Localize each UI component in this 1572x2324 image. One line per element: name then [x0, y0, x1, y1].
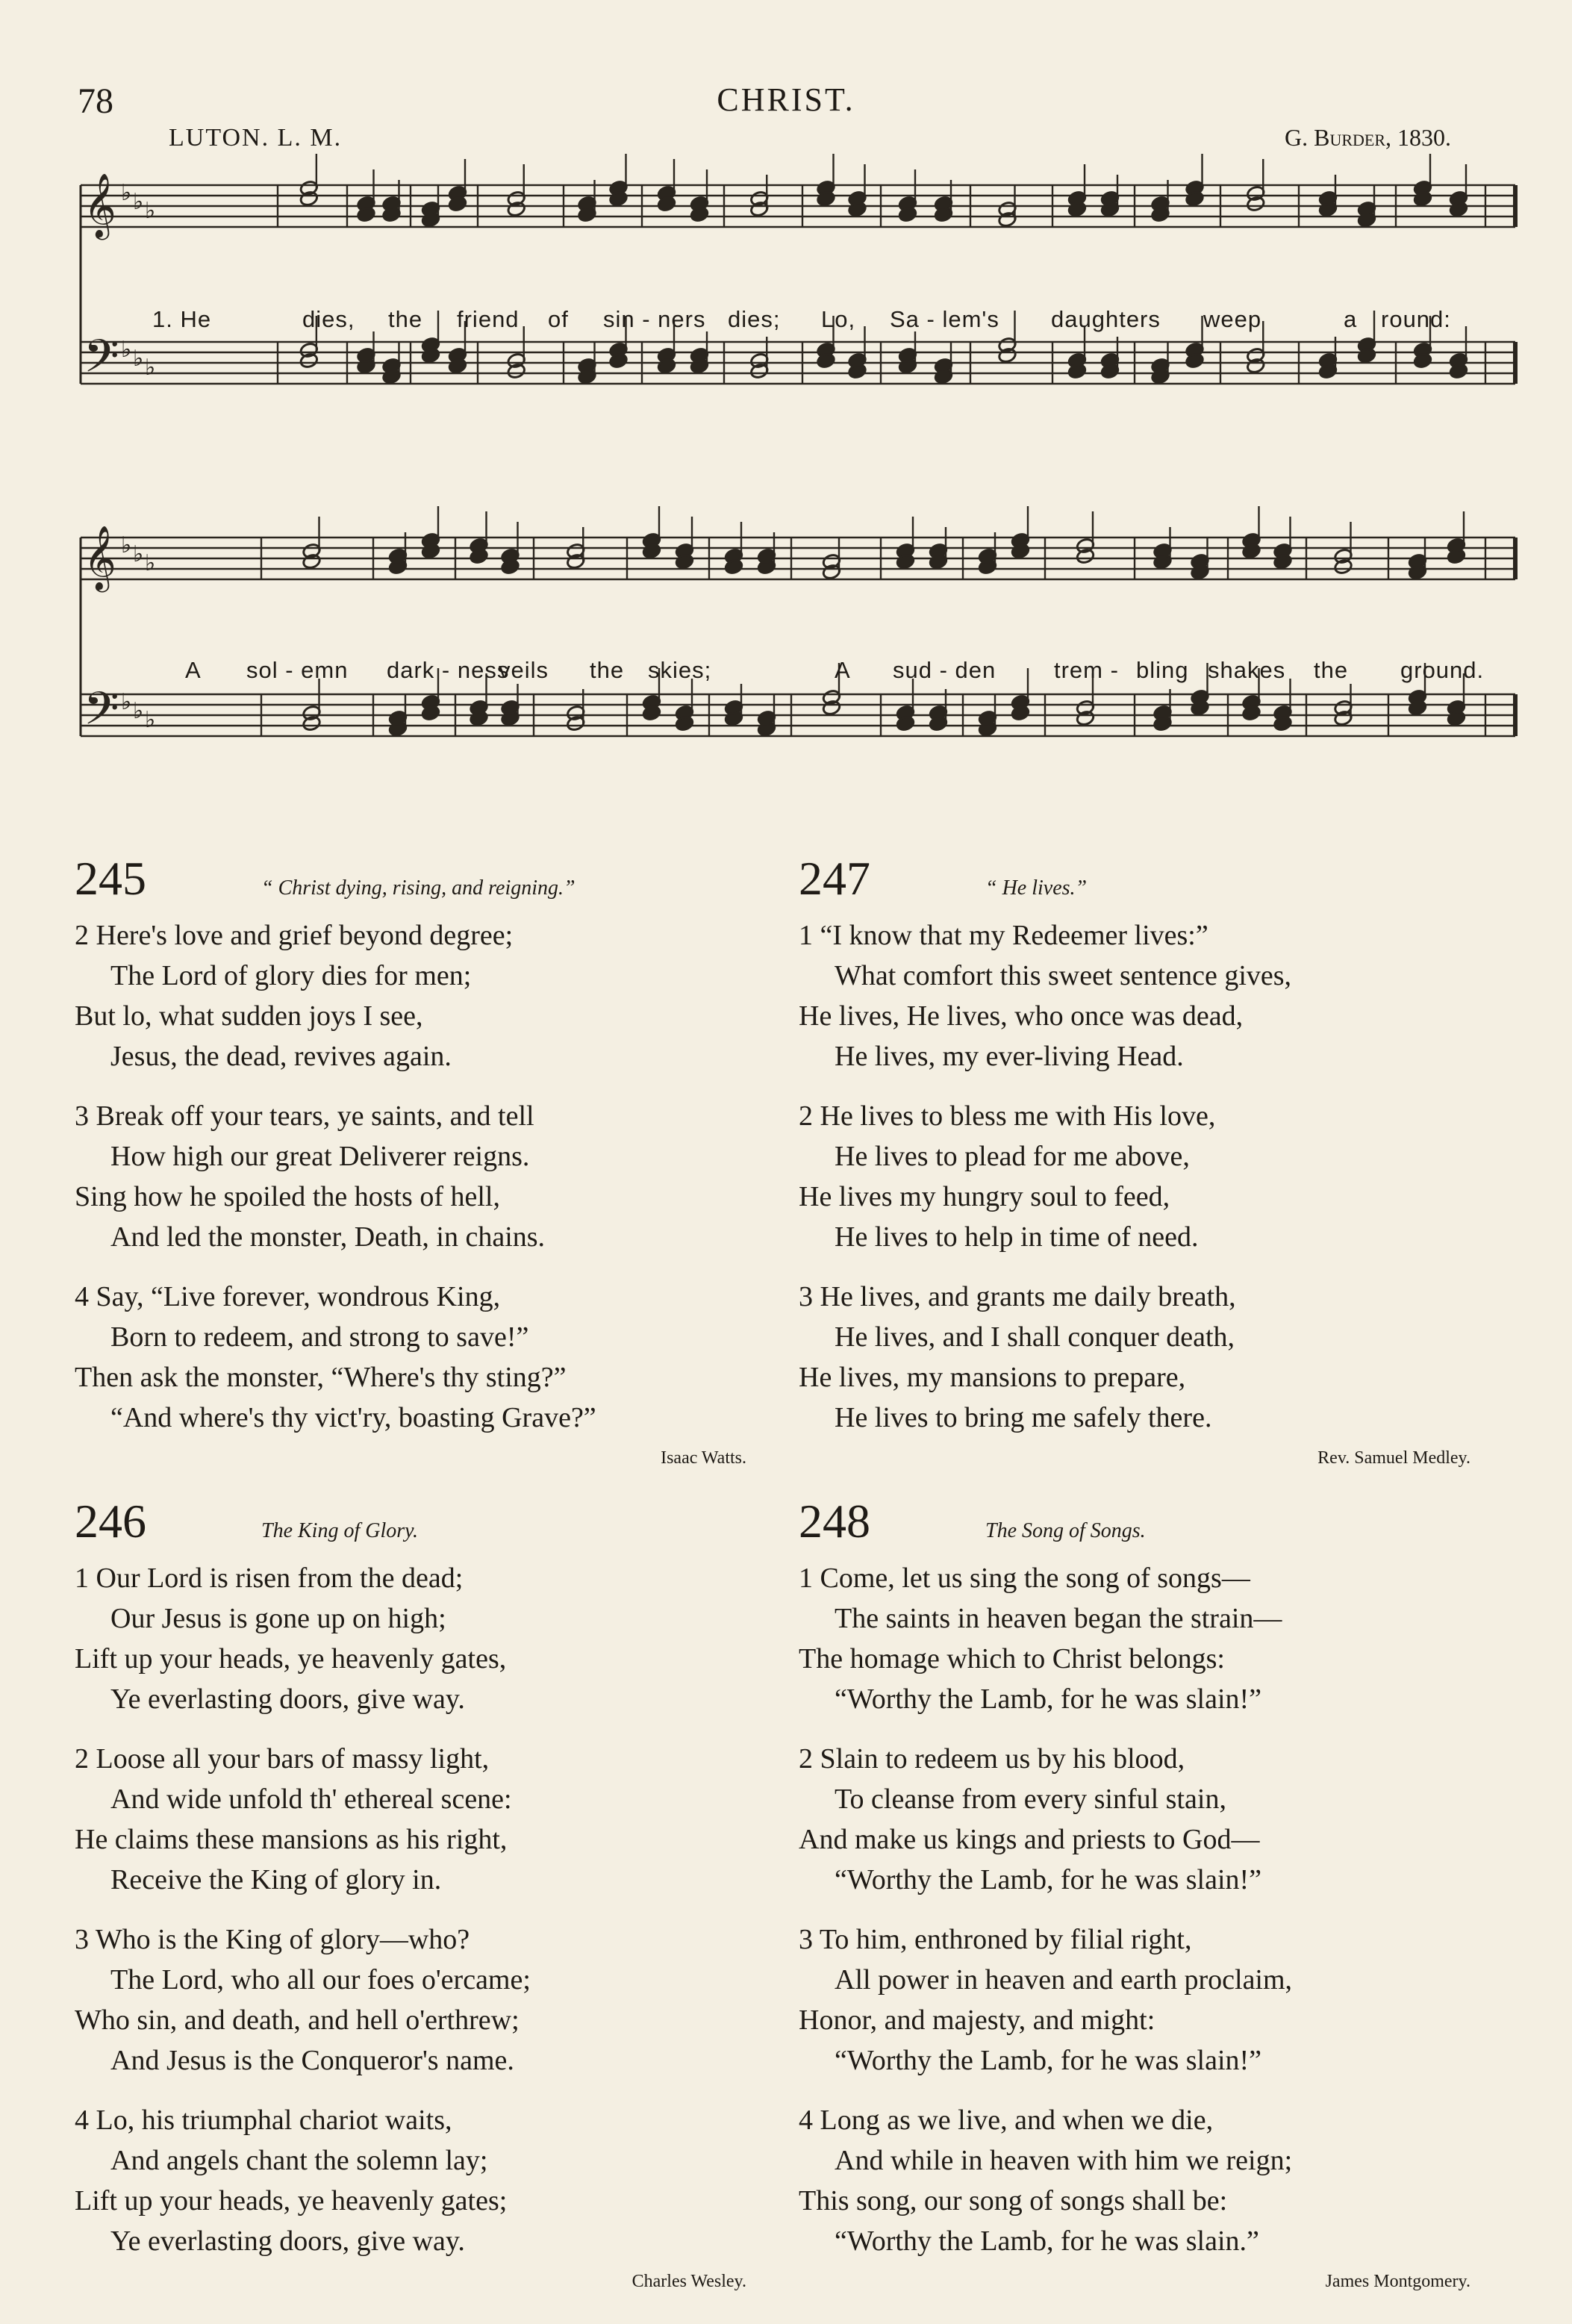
hymn-header [75, 1494, 791, 1558]
verse-line: Born to redeem, and strong to save!” [110, 1321, 529, 1353]
verse-line: “Worthy the Lamb, for he was slain.” [835, 2225, 1259, 2257]
verse-line: He lives my hungry soul to feed, [799, 1181, 1170, 1212]
lyric-word: of [548, 306, 569, 332]
lyric-word: 1. He [152, 306, 212, 332]
verse-line: He claims these mansions as his right, [75, 1824, 508, 1855]
lyric-word: skies; [648, 657, 712, 683]
verse-line: “Worthy the Lamb, for he was slain!” [835, 1864, 1262, 1895]
verse-line: “And where's thy vict'ry, boasting Grave?” [110, 1402, 596, 1433]
hymn-title: The King of Glory. [261, 1519, 419, 1542]
verse [799, 1739, 1515, 1900]
verse-line: 4 Long as we live, and when we die, [799, 2105, 1214, 2136]
verse [799, 2100, 1515, 2261]
bass-clef: 𝄢 [84, 330, 119, 394]
verse-line: And while in heaven with him we reign; [835, 2145, 1293, 2176]
verse-line: And make us kings and priests to God— [799, 1824, 1260, 1855]
flat-sign: ♭ [121, 532, 132, 558]
verse-line: 2 Slain to redeem us by his blood, [799, 1743, 1185, 1775]
flat-sign: ♭ [133, 698, 144, 724]
treble-clef: 𝄞 [84, 173, 116, 237]
page-number: 78 [78, 81, 113, 121]
verse-line: 3 Who is the King of glory—who? [75, 1924, 470, 1955]
music-score [75, 149, 1523, 821]
lyric-word: trem - [1054, 657, 1119, 683]
verse-line: “Worthy the Lamb, for he was slain!” [835, 1683, 1262, 1715]
verse-line: He lives to bring me safely there. [835, 1402, 1212, 1433]
flat-sign: ♭ [121, 180, 132, 206]
hymn-number: 245 [75, 852, 146, 905]
hymn-title: “ Christ dying, rising, and reigning.” [261, 876, 576, 900]
lyric-word: friend [457, 306, 520, 332]
hymn-block [75, 851, 791, 1468]
verse-line: He lives, my ever-living Head. [835, 1041, 1184, 1072]
verse [799, 1558, 1515, 1719]
verse-line: To cleanse from every sinful stain, [835, 1784, 1226, 1815]
lyric-word: round: [1381, 306, 1451, 332]
verse-line: The Lord, who all our foes o'ercame; [110, 1964, 531, 1996]
verse-line: 1 Our Lord is risen from the dead; [75, 1563, 464, 1594]
hymn-author: James Montgomery. [1325, 2272, 1470, 2291]
verse-line: Ye everlasting doors, give way. [110, 1683, 465, 1715]
lyric-word: the [1314, 657, 1349, 683]
verse [75, 1919, 791, 2081]
verse-line: Lift up your heads, ye heavenly gates; [75, 2185, 508, 2216]
verse [75, 1739, 791, 1900]
left-column [75, 851, 791, 2317]
lyric-word: veils [499, 657, 549, 683]
hymn-number: 247 [799, 852, 870, 905]
verse-line: He lives, and I shall conquer death, [835, 1321, 1235, 1353]
flat-sign: ♭ [145, 355, 156, 381]
verse [799, 1919, 1515, 2081]
hymn-title: “ He lives.” [985, 876, 1088, 900]
flat-sign: ♭ [133, 346, 144, 372]
verse-line: 4 Lo, his triumphal chariot waits, [75, 2105, 452, 2136]
verse-line: Who sin, and death, and hell o'erthrew; [75, 2004, 520, 2036]
verse [799, 915, 1515, 1077]
lyric-word: the [388, 306, 423, 332]
bass-clef: 𝄢 [84, 682, 119, 747]
verse-line: And led the monster, Death, in chains. [110, 1221, 546, 1253]
lyric-word: bling [1136, 657, 1189, 683]
hymn-header [799, 1494, 1515, 1558]
lyric-word: ground. [1400, 657, 1485, 683]
flat-sign: ♭ [133, 541, 144, 567]
verse [75, 1096, 791, 1257]
verse-line: He lives to help in time of need. [835, 1221, 1199, 1253]
verse-line: And Jesus is the Conqueror's name. [110, 2045, 514, 2076]
lyric-word: daughters [1051, 306, 1161, 332]
composer-credit: G. Burder, 1830. [1284, 124, 1451, 151]
flat-sign: ♭ [133, 189, 144, 215]
verse-line: 1 Come, let us sing the song of songs— [799, 1563, 1250, 1594]
lyric-word: A [835, 657, 851, 683]
lyric-word: dies, [302, 306, 355, 332]
verse-line: 3 Break off your tears, ye saints, and tell [75, 1100, 534, 1132]
hymn-number: 246 [75, 1495, 146, 1548]
hymn-block [799, 1494, 1515, 2292]
verse-line: Sing how he spoiled the hosts of hell, [75, 1181, 500, 1212]
hymn-header [75, 851, 791, 915]
verse [75, 2100, 791, 2261]
hymn-header [799, 851, 1515, 915]
flat-sign: ♭ [145, 707, 156, 733]
verse-line: “Worthy the Lamb, for he was slain!” [835, 2045, 1262, 2076]
verse-line: He lives to plead for me above, [835, 1141, 1190, 1172]
lyric-word: shakes [1208, 657, 1286, 683]
right-column [799, 851, 1515, 2317]
verse-line: 2 He lives to bless me with His love, [799, 1100, 1216, 1132]
verse-line: He lives, He lives, who once was dead, [799, 1000, 1244, 1032]
verse [75, 1277, 791, 1438]
lyric-word: sud - den [893, 657, 996, 683]
verse [75, 915, 791, 1077]
hymn-author: Rev. Samuel Medley. [1317, 1448, 1470, 1468]
verse-line: Receive the King of glory in. [110, 1864, 442, 1895]
verse-line: Jesus, the dead, revives again. [110, 1041, 452, 1072]
flat-sign: ♭ [121, 337, 132, 363]
verse-line: Our Jesus is gone up on high; [110, 1603, 446, 1634]
lyric-word: dies; [728, 306, 781, 332]
verse-line: Honor, and majesty, and might: [799, 2004, 1155, 2036]
verse-line: But lo, what sudden joys I see, [75, 1000, 423, 1032]
verse-line: This song, our song of songs shall be: [799, 2185, 1228, 2216]
verse [799, 1096, 1515, 1257]
verse-line: Ye everlasting doors, give way. [110, 2225, 465, 2257]
lyric-word: a [1344, 306, 1358, 332]
verse-line: Lift up your heads, ye heavenly gates, [75, 1643, 507, 1675]
flat-sign: ♭ [121, 689, 132, 715]
flat-sign: ♭ [145, 198, 156, 224]
lyric-word: Sa - lem's [890, 306, 999, 332]
verse-line: The homage which to Christ belongs: [799, 1643, 1225, 1675]
hymn-author: Isaac Watts. [661, 1448, 746, 1468]
lyric-word: sol - emn [246, 657, 349, 683]
flat-sign: ♭ [145, 550, 156, 576]
verse-line: 3 He lives, and grants me daily breath, [799, 1281, 1236, 1312]
lyric-word: weep [1203, 306, 1262, 332]
verse-line: 1 “I know that my Redeemer lives:” [799, 920, 1208, 951]
verse-line: 4 Say, “Live forever, wondrous King, [75, 1281, 501, 1312]
section-title: CHRIST. [717, 81, 855, 118]
hymn-block [799, 851, 1515, 1468]
hymn-number: 248 [799, 1495, 870, 1548]
verse-line: 2 Here's love and grief beyond degree; [75, 920, 514, 951]
tune-name: LUTON. L. M. [169, 124, 343, 152]
lyric-word: Lo, [821, 306, 856, 332]
verse-line: And wide unfold th' ethereal scene: [110, 1784, 512, 1815]
treble-clef: 𝄞 [84, 526, 116, 590]
verse-line: 2 Loose all your bars of massy light, [75, 1743, 490, 1775]
lyric-word: dark - ness [387, 657, 510, 683]
hymn-title: The Song of Songs. [985, 1519, 1146, 1542]
lyric-word: the [590, 657, 625, 683]
hymn-author: Charles Wesley. [631, 2272, 746, 2291]
hymn-block [75, 1494, 791, 2292]
verse-line: Then ask the monster, “Where's thy sting?” [75, 1362, 567, 1393]
verse-line: All power in heaven and earth proclaim, [835, 1964, 1293, 1996]
verse-line: He lives, my mansions to prepare, [799, 1362, 1186, 1393]
verse-line: The Lord of glory dies for men; [110, 960, 472, 991]
verse-line: And angels chant the solemn lay; [110, 2145, 488, 2176]
verse [799, 1277, 1515, 1438]
lyric-word: A [185, 657, 202, 683]
verse-line: 3 To him, enthroned by filial right, [799, 1924, 1192, 1955]
verse-line: What comfort this sweet sentence gives, [835, 960, 1292, 991]
verse-line: How high our great Deliverer reigns. [110, 1141, 530, 1172]
verse-line: The saints in heaven began the strain— [835, 1603, 1282, 1634]
verse [75, 1558, 791, 1719]
lyric-word: sin - ners [603, 306, 706, 332]
